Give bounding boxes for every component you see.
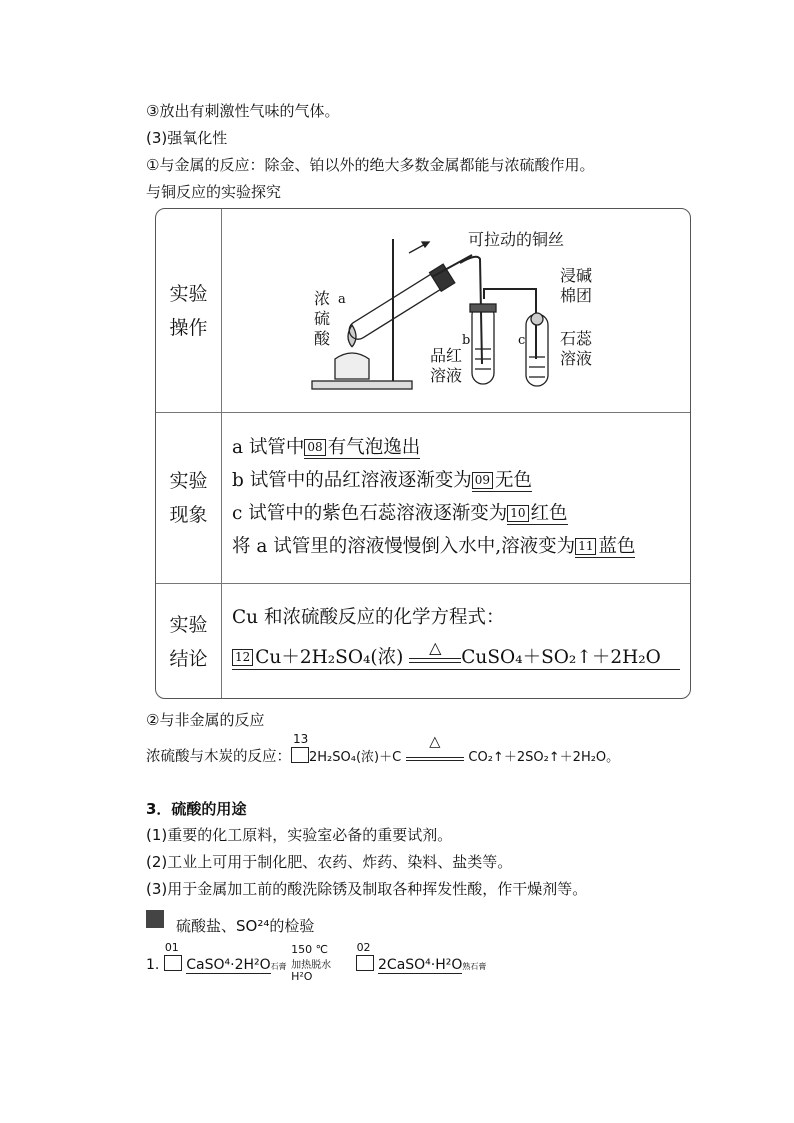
- caption-copper-experiment: 与铜反应的实验探究: [146, 183, 282, 201]
- label-a: a: [338, 292, 346, 307]
- label-conclusion: [156, 583, 222, 699]
- test-tube-b: [472, 304, 494, 384]
- apparatus-figure: [222, 209, 691, 412]
- carbon-equation: 浓硫酸与木炭的反应： 13 2H₂SO₄(浓)＋C △ CO₂↑＋2SO₂↑＋2H₂O。: [146, 732, 620, 765]
- use-2: (2)工业上可用于制化肥、农药、炸药、染料、盐类等。: [146, 853, 513, 871]
- section-title: 硫酸盐、SO²⁴的检验: [176, 917, 315, 935]
- stand-base: [312, 381, 412, 389]
- phenomenon-c: c 试管中的紫色石蕊溶液逐渐变为 10 红色: [232, 503, 568, 524]
- label-phenomena-text: 实验现象: [169, 469, 208, 526]
- phenomenon-b: b 试管中的品红溶液逐渐变为 09 无色: [232, 470, 533, 491]
- label-operation-text: 实验操作: [169, 282, 208, 339]
- label-pinhong-1: 品红: [430, 346, 463, 365]
- alcohol-lamp: [335, 353, 369, 379]
- use-1: (1)重要的化工原料，实验室必备的重要试剂。: [146, 826, 453, 844]
- text-line: ①与金属的反应：除金、铂以外的绝大多数金属都能与浓硫酸作用。: [146, 156, 595, 174]
- section-pencil-icon: [146, 910, 164, 928]
- label-pinhong-2: 溶液: [430, 366, 463, 385]
- label-cotton-1: 浸碱: [560, 266, 593, 285]
- label-litmus-1: 石蕊: [560, 329, 593, 348]
- label-c: c: [518, 333, 526, 348]
- subheading-strong-oxidation: (3)强氧化性: [146, 129, 228, 147]
- gypsum-formula: 1. 01 CaSO⁴·2H²O石膏 150 ℃ 加热脱水 H²O 02 2CaSO⁴·H²O熟石膏: [146, 941, 487, 983]
- use-3: (3)用于金属加工前的酸洗除锈及制取各种挥发性酸，作干燥剂等。: [146, 880, 588, 898]
- label-acid-2: 硫: [314, 309, 331, 328]
- conclusion-equation: 12 Cu＋2H₂SO₄(浓) △ CuSO₄＋SO₂↑＋2H₂O: [232, 643, 680, 670]
- conclusion: [232, 603, 680, 670]
- label-copper-wire: 可拉动的铜丝: [468, 230, 565, 249]
- label-cotton-2: 棉团: [560, 286, 593, 305]
- test-tube-a: [345, 264, 455, 344]
- label-phenomena: [156, 412, 222, 583]
- label-acid-3: 酸: [314, 329, 331, 348]
- experiment-table: [155, 208, 691, 699]
- copper-wire: [432, 255, 472, 277]
- label-operation: [156, 209, 222, 412]
- label-acid-1: 浓: [314, 289, 331, 308]
- label-litmus-2: 溶液: [560, 349, 593, 368]
- subheading-nonmetal: ②与非金属的反应: [146, 711, 265, 729]
- heading-uses: 3．硫酸的用途: [146, 800, 247, 818]
- label-b: b: [462, 333, 471, 348]
- label-conclusion-text: 实验结论: [169, 613, 208, 670]
- phenomenon-a: a 试管中 08 有气泡逸出: [232, 437, 421, 458]
- conclusion-title: Cu 和浓硫酸反应的化学方程式：: [232, 607, 505, 628]
- alkali-cotton: [531, 313, 543, 325]
- phenomena-list: [232, 431, 680, 563]
- phenomenon-d: 将 a 试管里的溶液慢慢倒入水中,溶液变为 11 蓝色: [232, 536, 636, 557]
- text-line: ③放出有刺激性气味的气体。: [146, 102, 340, 120]
